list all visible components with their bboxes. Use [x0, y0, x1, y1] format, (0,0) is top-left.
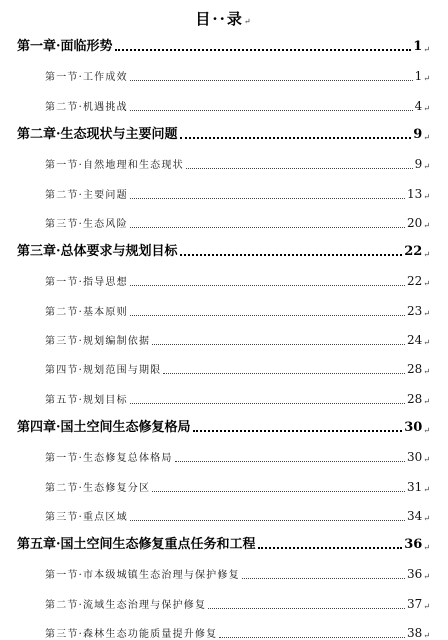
- toc-chapter-entry[interactable]: [0, 417, 448, 435]
- toc-page-number: 36: [407, 567, 423, 582]
- paragraph-mark-icon: ↵: [423, 572, 430, 582]
- toc-entry-label: 第一节·自然地理和生态现状: [45, 160, 184, 172]
- toc-page-number: 22: [407, 274, 423, 289]
- paragraph-mark-icon: ↵: [423, 162, 430, 172]
- paragraph-mark-icon: ↵: [423, 513, 430, 523]
- paragraph-mark-icon: ↵: [423, 191, 430, 201]
- toc-section-entry[interactable]: [0, 622, 448, 640]
- toc-section-entry[interactable]: [0, 270, 448, 288]
- dot-leader: [130, 315, 405, 316]
- paragraph-mark-icon: ↵: [423, 631, 430, 640]
- toc-entry-label: 第二节·机遇挑战: [45, 101, 128, 113]
- dot-leader: [152, 491, 405, 492]
- toc-section-entry[interactable]: [0, 183, 448, 201]
- toc-section-entry[interactable]: [0, 358, 448, 376]
- dot-leader: [130, 110, 413, 111]
- toc-entry-label: 第二节·流域生态治理与保护修复: [45, 599, 207, 611]
- toc-entry-label: 第四章·国土空间生态修复格局: [17, 419, 191, 435]
- paragraph-mark-icon: ↵: [423, 396, 430, 406]
- paragraph-mark-icon: ↵: [423, 543, 430, 553]
- toc-chapter-entry[interactable]: [0, 534, 448, 552]
- toc-page-number: 4: [414, 98, 423, 113]
- toc-page-number: 20: [407, 215, 423, 230]
- paragraph-mark-icon: ↵: [423, 425, 430, 435]
- paragraph-mark-icon: ↵: [423, 601, 430, 611]
- toc-entry-label: 第一节·市本级城镇生态治理与保护修复: [45, 570, 240, 582]
- toc-page-number: 22: [404, 244, 423, 260]
- toc-entry-label: 第二章·生态现状与主要问题: [17, 126, 178, 142]
- toc-page-number: 38: [407, 626, 423, 640]
- toc-page-number: 13: [407, 186, 423, 201]
- toc-entry-label: 第一节·生态修复总体格局: [45, 453, 173, 465]
- dot-leader: [130, 403, 405, 404]
- toc-entry-label: 第三节·重点区域: [45, 511, 128, 523]
- toc-section-entry[interactable]: [0, 300, 448, 318]
- toc-page-number: 31: [407, 479, 423, 494]
- paragraph-mark-icon: ↵: [423, 455, 430, 465]
- paragraph-mark-icon: ↵: [423, 338, 430, 347]
- dot-leader: [152, 344, 405, 345]
- toc-entry-label: 第二节·基本原则: [45, 306, 128, 318]
- dot-leader: [193, 430, 403, 432]
- toc-section-entry[interactable]: [0, 388, 448, 406]
- dot-leader: [130, 198, 405, 199]
- toc-page-number: 9: [414, 157, 423, 172]
- toc-section-entry[interactable]: [0, 153, 448, 171]
- toc-page-number: 36: [404, 537, 423, 553]
- paragraph-mark-icon: ↵: [423, 74, 430, 84]
- dot-leader: [208, 608, 405, 609]
- dot-leader: [130, 227, 405, 228]
- paragraph-mark-icon: ↵: [423, 367, 430, 377]
- toc-page-number: 34: [407, 508, 423, 523]
- toc-section-entry[interactable]: [0, 212, 448, 230]
- toc-entry-label: 第一节·工作成效: [45, 72, 128, 84]
- dot-leader: [130, 285, 405, 286]
- toc-section-entry[interactable]: [0, 476, 448, 494]
- toc-section-entry[interactable]: [0, 65, 448, 83]
- toc-page-number: 1: [414, 69, 423, 84]
- dot-leader: [242, 578, 405, 579]
- toc-section-entry[interactable]: [0, 329, 448, 347]
- toc-page-number: 30: [407, 450, 423, 465]
- toc-entry-label: 第五节·规划目标: [45, 394, 128, 406]
- dot-leader: [130, 80, 413, 81]
- toc-title-text: 目··录: [195, 10, 244, 28]
- paragraph-mark-icon: ↵: [423, 132, 430, 142]
- toc-section-entry[interactable]: [0, 505, 448, 523]
- paragraph-mark-icon: ↵: [423, 279, 430, 289]
- dot-leader: [175, 461, 405, 462]
- toc-entry-label: 第二节·主要问题: [45, 189, 128, 201]
- toc-entry-label: 第四节·规划范围与期限: [45, 365, 162, 377]
- toc-entry-label: 第三章·总体要求与规划目标: [17, 244, 178, 260]
- paragraph-mark-icon: ↵: [423, 220, 430, 230]
- paragraph-mark-icon: ↵: [243, 17, 253, 26]
- dot-leader: [180, 254, 403, 256]
- toc-page-number: 28: [407, 391, 423, 406]
- toc-title: [0, 8, 448, 29]
- dot-leader: [186, 168, 413, 169]
- paragraph-mark-icon: ↵: [423, 45, 430, 54]
- toc-page-number: 28: [407, 362, 423, 377]
- dot-leader: [258, 547, 403, 549]
- dot-leader: [115, 49, 412, 51]
- toc-chapter-entry[interactable]: [0, 124, 448, 142]
- dot-leader: [219, 637, 405, 638]
- toc-page-number: 24: [407, 333, 423, 347]
- dot-leader: [180, 137, 412, 139]
- toc-entry-label: 第三节·生态风险: [45, 218, 128, 230]
- toc-entry-label: 第一节·指导思想: [45, 277, 128, 289]
- toc-entry-label: 第三节·森林生态功能质量提升修复: [45, 629, 218, 640]
- toc-page-number: 23: [407, 303, 423, 318]
- toc-chapter-entry[interactable]: [0, 241, 448, 259]
- toc-entry-label: 第二节·生态修复分区: [45, 482, 151, 494]
- dot-leader: [130, 520, 405, 521]
- toc-page-number: 1: [413, 39, 423, 54]
- toc-page-number: 37: [407, 596, 423, 611]
- paragraph-mark-icon: ↵: [423, 103, 430, 113]
- dot-leader: [163, 373, 405, 374]
- toc-section-entry[interactable]: [0, 593, 448, 611]
- paragraph-mark-icon: ↵: [423, 250, 430, 260]
- toc-section-entry[interactable]: [0, 563, 448, 581]
- paragraph-mark-icon: ↵: [423, 308, 430, 318]
- toc-section-entry[interactable]: [0, 446, 448, 464]
- toc-entry-label: 第五章·国土空间生态修复重点任务和工程: [17, 537, 256, 553]
- toc-entry-label: 第三节·规划编制依据: [45, 336, 151, 347]
- paragraph-mark-icon: ↵: [423, 484, 430, 494]
- toc-page-number: 9: [413, 126, 423, 142]
- toc-entry-label: 第一章·面临形势: [17, 39, 113, 54]
- toc-page-number: 30: [404, 419, 423, 435]
- toc-section-entry[interactable]: [0, 95, 448, 113]
- toc-chapter-entry[interactable]: [0, 36, 448, 54]
